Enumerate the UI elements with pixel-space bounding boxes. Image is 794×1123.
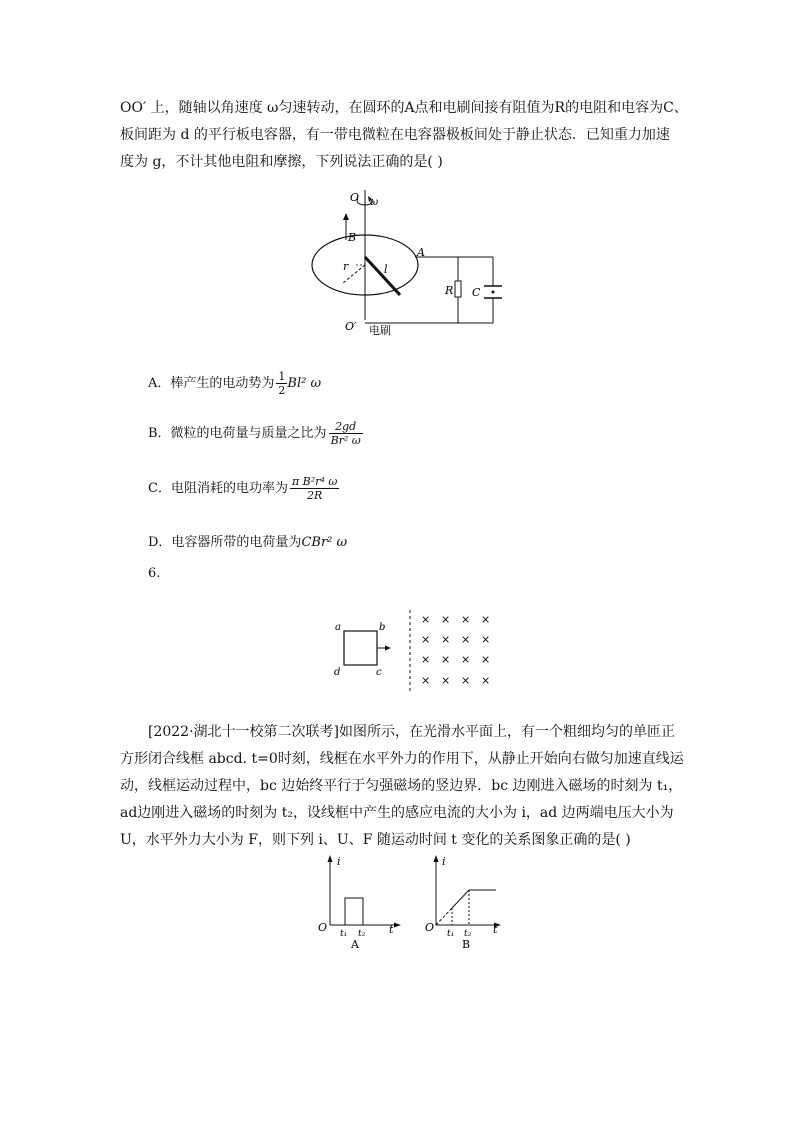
field-cross: × xyxy=(481,674,491,687)
graph-b-caption: B xyxy=(462,938,471,950)
label-A: A xyxy=(417,246,425,259)
label-C: C xyxy=(472,286,481,299)
field-cross: × xyxy=(481,653,491,666)
option-c-text: C．电阻消耗的电功率为 xyxy=(148,481,288,496)
option-a[interactable] xyxy=(148,370,321,397)
label-l: l xyxy=(384,263,388,276)
label-R: R xyxy=(445,284,454,297)
option-d-text: D．电容器所带的电荷量为 xyxy=(148,535,302,550)
graph-b-t1: t₁ xyxy=(447,929,455,939)
option-d-expr: CBr² ω xyxy=(301,535,348,550)
graph-b-x-label: t xyxy=(493,923,498,936)
option-a-text: A．棒产生的电动势为 xyxy=(148,376,275,391)
label-omega: ω xyxy=(370,197,379,208)
option-a-expr: Bl² ω xyxy=(287,376,322,391)
label-c: c xyxy=(376,667,382,678)
problem5-line2: 板间距为 d 的平行板电容器，有一带电微粒在电容器极板间处于静止状态．已知重力加速 xyxy=(120,127,670,143)
label-B: B xyxy=(348,231,357,244)
option-c[interactable] xyxy=(148,475,339,502)
graph-a-caption: A xyxy=(351,938,359,950)
option-d[interactable] xyxy=(148,531,347,550)
graph-b[interactable] xyxy=(422,850,512,950)
problem6-line2: 方形闭合线框 abcd. t=0时刻，线框在水平外力的作用下，从静止开始向右做匀加速直线运 xyxy=(120,751,684,767)
label-r: r xyxy=(343,260,349,273)
label-O-prime: O′ xyxy=(345,320,357,333)
graph-a-t2: t₂ xyxy=(358,929,366,939)
field-cross: × xyxy=(421,674,431,687)
graph-a-t1: t₁ xyxy=(340,929,348,939)
field-cross: × xyxy=(481,633,491,646)
label-d: d xyxy=(334,667,341,678)
option-a-fraction: $\frac{1}{2}$ xyxy=(278,370,286,397)
field-cross: × xyxy=(481,613,491,626)
loop-field-figure xyxy=(328,608,508,696)
field-cross: × xyxy=(441,674,451,687)
field-cross: × xyxy=(461,633,471,646)
graph-a-y-label: i xyxy=(337,855,341,868)
problem6-line4: ad边刚进入磁场的时刻为 t₂，设线框中产生的感应电流的大小为 i，ad 边两端电压大小为 xyxy=(120,805,674,821)
problem5-line3: 度为 g，不计其他电阻和摩擦，下列说法正确的是( ) xyxy=(120,154,443,170)
field-cross: × xyxy=(441,613,451,626)
option-c-fraction: $\frac{\text{π B²r⁴ ω}}{2R}$ xyxy=(291,475,338,502)
graph-a-origin: O xyxy=(318,921,328,934)
label-b: b xyxy=(379,622,386,633)
field-cross: × xyxy=(461,613,471,626)
rotating-ring-figure xyxy=(300,185,520,345)
field-cross: × xyxy=(421,633,431,646)
option-b[interactable] xyxy=(148,420,363,447)
problem6-line1: [2022·湖北十一校第二次联考]如图所示，在光滑水平面上，有一个粗细均匀的单匝正 xyxy=(148,724,676,740)
field-cross: × xyxy=(421,653,431,666)
problem6-line5: U，水平外力大小为 F，则下列 i、U、F 随运动时间 t 变化的关系图象正确的是( ) xyxy=(120,832,631,848)
option-b-fraction: $\frac{2gd}{\text{Br² ω}}$ xyxy=(330,420,361,447)
label-O: O xyxy=(350,191,360,204)
problem6-line3: 动，线框运动过程中，bc 边始终平行于匀强磁场的竖边界．bc 边刚进入磁场的时刻为 t₁， xyxy=(120,778,683,794)
label-brush: 电刷 xyxy=(369,324,391,337)
graph-b-t2: t₂ xyxy=(464,929,472,939)
option-b-text: B．微粒的电荷量与质量之比为 xyxy=(148,426,327,441)
graph-b-y-label: i xyxy=(442,855,446,868)
field-cross: × xyxy=(441,633,451,646)
graph-a-x-label: t xyxy=(389,923,394,936)
problem6-number: 6. xyxy=(148,566,161,581)
label-a: a xyxy=(335,622,341,633)
graph-a[interactable] xyxy=(315,850,405,950)
field-cross: × xyxy=(461,674,471,687)
field-cross: × xyxy=(421,613,431,626)
graph-b-origin: O xyxy=(425,921,435,934)
field-cross: × xyxy=(461,653,471,666)
problem5-line1: OO′ 上，随轴以角速度 ω匀速转动，在圆环的A点和电刷间接有阻值为R的电阻和电容为C、 xyxy=(120,100,688,116)
field-cross: × xyxy=(441,653,451,666)
